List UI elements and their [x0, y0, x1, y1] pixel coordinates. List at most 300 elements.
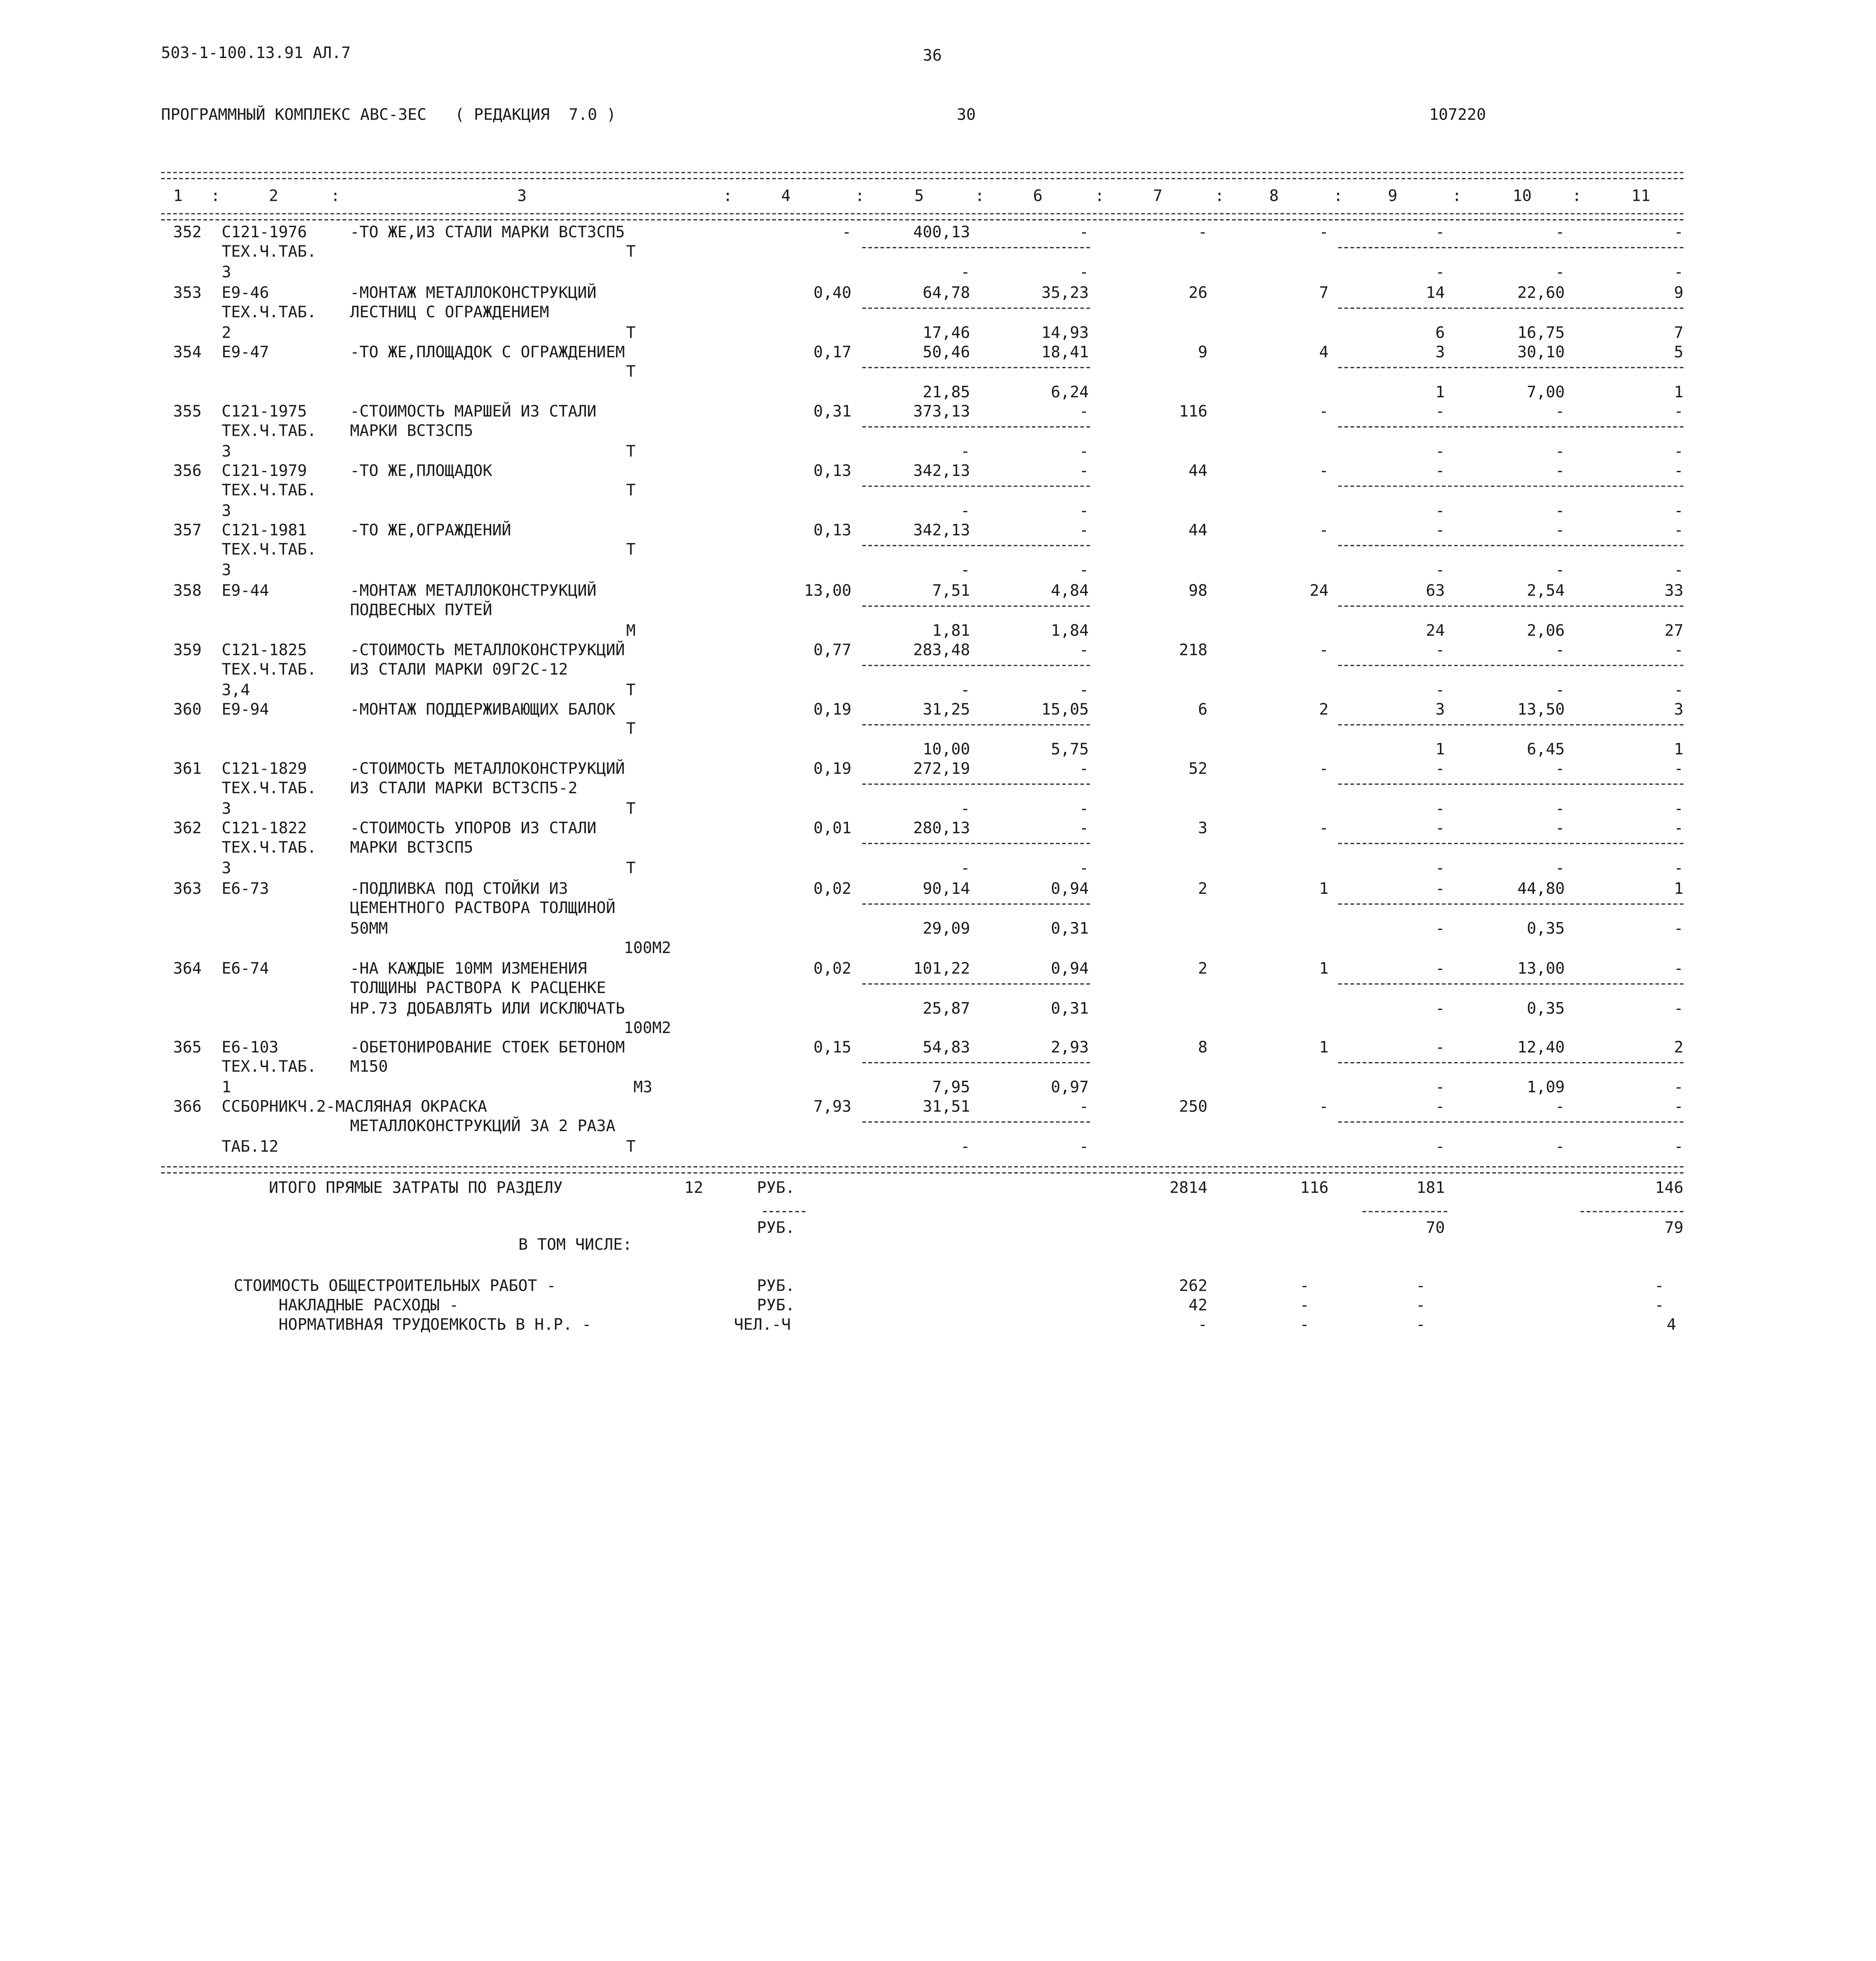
row-number: 356: [173, 462, 202, 481]
cell-c6b: -: [1079, 681, 1089, 700]
work-code: С121-1979: [222, 462, 307, 481]
cell-c11b: -: [1674, 562, 1684, 580]
cell-c5b: 1,81: [932, 622, 970, 640]
column-header-4: 4: [781, 187, 791, 206]
row-number: 353: [173, 284, 202, 303]
unit-of-measure: Т: [626, 1138, 636, 1157]
cell-c5b: -: [961, 859, 970, 878]
cell-c8: -: [1319, 224, 1329, 242]
work-description: -ТО ЖЕ,ОГРАЖДЕНИЙ: [350, 522, 511, 540]
cell-c11: -: [1674, 522, 1684, 540]
cell-c11b: -: [1674, 1138, 1684, 1157]
row-number: 358: [173, 582, 202, 601]
column-separator: :: [723, 187, 733, 206]
totals-c11: 146: [1655, 1179, 1684, 1198]
cell-c5b: -: [961, 562, 970, 580]
cell-c11b: -: [1674, 443, 1684, 461]
work-code: 3: [222, 264, 231, 282]
unit-of-measure: Т: [626, 364, 636, 382]
cell-c11: 2: [1674, 1039, 1684, 1057]
row-number: 357: [173, 522, 202, 540]
cell-c6b: -: [1079, 800, 1089, 819]
cell-rule: [862, 247, 1090, 248]
work-description: -ТО ЖЕ,ПЛОЩАДОК С ОГРАЖДЕНИЕМ: [350, 344, 625, 362]
cell-c10b: 16,75: [1517, 324, 1565, 343]
cell-c6b: 14,93: [1041, 324, 1089, 343]
unit-of-measure: Т: [626, 859, 636, 878]
cell-c5: 283,48: [913, 642, 970, 660]
cell-c10: 12,40: [1517, 1039, 1565, 1057]
cell-c8: 1: [1319, 880, 1329, 899]
cell-c6b: 0,31: [1051, 920, 1089, 939]
work-code: Е9-44: [222, 582, 269, 601]
cell-rule: [1338, 1121, 1683, 1122]
cell-rule: [1338, 426, 1683, 427]
cell-c9: -: [1435, 820, 1445, 838]
column-separator: :: [1333, 187, 1343, 206]
cell-c7: 2: [1198, 960, 1208, 979]
cell-c9b: -: [1435, 1138, 1445, 1157]
cell-c4: 0,19: [813, 760, 852, 779]
cell-c5: 31,51: [923, 1098, 970, 1117]
cell-c7: 218: [1179, 642, 1208, 660]
work-description: НР.73 ДОБАВЛЯТЬ ИЛИ ИСКЛЮЧАТЬ: [350, 1000, 625, 1019]
totals-c8: 116: [1300, 1179, 1329, 1198]
cell-c4: 0,13: [813, 462, 852, 481]
work-description: -СТОИМОСТЬ МЕТАЛЛОКОНСТРУКЦИЙ: [350, 642, 625, 660]
cell-c6: -: [1079, 224, 1089, 242]
cell-c5: 50,46: [923, 344, 970, 362]
cell-c8: -: [1319, 820, 1329, 838]
cell-c6b: 1,84: [1051, 622, 1089, 640]
work-code: 3: [222, 800, 231, 819]
row-number: 355: [173, 403, 202, 422]
unit-of-measure: Т: [626, 443, 636, 461]
cell-c4: 7,93: [813, 1098, 852, 1117]
work-code: С121-1981: [222, 522, 307, 540]
cell-c9b: -: [1435, 264, 1445, 282]
unit-of-measure: Т: [626, 482, 636, 501]
cell-c5b: 10,00: [923, 741, 970, 759]
work-code: Е9-46: [222, 284, 269, 303]
row-number: 360: [173, 701, 202, 720]
cell-c5b: 25,87: [923, 1000, 970, 1019]
work-description: -МОНТАЖ ПОДДЕРЖИВАЮЩИХ БАЛОК: [350, 701, 616, 720]
breakdown-c11: -: [1654, 1297, 1664, 1315]
cell-c5: 342,13: [913, 462, 970, 481]
work-description: -ТО ЖЕ,ПЛОЩАДОК: [350, 462, 492, 481]
cell-c8: 1: [1319, 1039, 1329, 1057]
cell-c10: 13,00: [1517, 960, 1565, 979]
cell-c11b: -: [1674, 502, 1684, 521]
cell-c9: -: [1435, 760, 1445, 779]
row-number: 362: [173, 820, 202, 838]
cell-c6: -: [1079, 760, 1089, 779]
cell-c9: 14: [1426, 284, 1445, 303]
cell-c9b: -: [1435, 1000, 1445, 1019]
header-rule-bottom: [161, 213, 1683, 214]
totals-c11b: 79: [1664, 1219, 1684, 1238]
cell-c9b: 6: [1435, 324, 1445, 343]
breakdown-label: СТОИМОСТЬ ОБЩЕСТРОИТЕЛЬНЫХ РАБОТ -: [233, 1277, 556, 1296]
column-separator: :: [330, 187, 340, 206]
cell-c10: 44,80: [1517, 880, 1565, 899]
cell-c6: -: [1079, 642, 1089, 660]
cell-c10b: -: [1555, 1138, 1565, 1157]
cell-c11b: -: [1674, 1000, 1684, 1019]
program-title: ПРОГРАММНЫЙ КОМПЛЕКС АВС-3ЕС ( РЕДАКЦИЯ 7.0 ): [161, 106, 616, 125]
program-code: 30: [957, 106, 976, 125]
cell-c6: 18,41: [1041, 344, 1089, 362]
project-number: 107220: [1429, 106, 1486, 125]
cell-c10b: -: [1555, 859, 1565, 878]
work-code: ТЕХ.Ч.ТАБ.: [222, 780, 317, 799]
cell-c9: -: [1435, 1098, 1445, 1117]
cell-c8: 2: [1319, 701, 1329, 720]
cell-c10b: -: [1555, 502, 1565, 521]
work-code: 3: [222, 502, 231, 521]
work-description: -НА КАЖДЫЕ 10ММ ИЗМЕНЕНИЯ: [350, 960, 587, 979]
cell-c9: 3: [1435, 701, 1445, 720]
cell-c7: 44: [1188, 462, 1208, 481]
work-code: С121-1975: [222, 403, 307, 422]
cell-c7: 116: [1179, 403, 1208, 422]
cell-rule: [862, 843, 1090, 844]
cell-c9: -: [1435, 880, 1445, 899]
cell-c9b: -: [1435, 920, 1445, 939]
cell-c9b: -: [1435, 800, 1445, 819]
row-number: 359: [173, 642, 202, 660]
cell-c6b: 5,75: [1051, 741, 1089, 759]
cell-c11: -: [1674, 403, 1684, 422]
unit-of-measure: 100М2: [624, 940, 671, 959]
cell-c10b: -: [1555, 443, 1565, 461]
work-description: -ПОДЛИВКА ПОД СТОЙКИ ИЗ: [350, 880, 568, 899]
cell-c9b: -: [1435, 681, 1445, 700]
cell-rule: [862, 1121, 1090, 1122]
header-rule-bottom-2: [161, 219, 1683, 220]
cell-c9: 3: [1435, 344, 1445, 362]
cell-c11: -: [1674, 224, 1684, 242]
cell-rule: [862, 426, 1090, 427]
work-code: 3: [222, 443, 231, 461]
totals-unit: РУБ.: [757, 1179, 795, 1198]
cell-c10: -: [1555, 462, 1565, 481]
work-code: ТЕХ.Ч.ТАБ.: [222, 244, 317, 262]
work-code: ТЕХ.Ч.ТАБ.: [222, 1059, 317, 1077]
cell-c6b: -: [1079, 562, 1089, 580]
column-header-6: 6: [1033, 187, 1043, 206]
unit-of-measure: М3: [633, 1079, 653, 1097]
cell-c10: -: [1555, 1098, 1565, 1117]
work-code: ТЕХ.Ч.ТАБ.: [222, 542, 317, 560]
cell-c7: 250: [1179, 1098, 1208, 1117]
cell-c9: 63: [1426, 582, 1445, 601]
breakdown-c8: -: [1299, 1297, 1309, 1315]
cell-rule: [1338, 724, 1683, 726]
cell-rule: [862, 606, 1090, 607]
work-code: С121-1829: [222, 760, 307, 779]
work-code: С121-1976: [222, 224, 307, 242]
cell-c7: 26: [1188, 284, 1208, 303]
cell-c6: 15,05: [1041, 701, 1089, 720]
work-description: ИЗ СТАЛИ МАРКИ ВСТ3СП5-2: [350, 780, 578, 799]
cell-c8: 7: [1319, 284, 1329, 303]
cell-c4: -: [842, 224, 852, 242]
cell-c9b: -: [1435, 1079, 1445, 1097]
cell-c10: 2,54: [1527, 582, 1565, 601]
work-code: 2: [222, 324, 231, 343]
cell-c6b: -: [1079, 859, 1089, 878]
cell-c6b: 0,97: [1051, 1079, 1089, 1097]
cell-c11: -: [1674, 960, 1684, 979]
header-rule-top: [161, 172, 1683, 173]
cell-c4: 0,77: [813, 642, 852, 660]
cell-c11: -: [1674, 642, 1684, 660]
cell-c9: -: [1435, 462, 1445, 481]
unit-of-measure: Т: [626, 324, 636, 343]
cell-c10: 30,10: [1517, 344, 1565, 362]
cell-c10b: 0,35: [1527, 920, 1565, 939]
cell-rule: [1338, 545, 1683, 546]
row-number: 361: [173, 760, 202, 779]
cell-rule: [862, 367, 1090, 368]
work-description: 50ММ: [350, 920, 388, 939]
cell-c7: 6: [1198, 701, 1208, 720]
cell-c11b: -: [1674, 264, 1684, 282]
cell-c6: -: [1079, 820, 1089, 838]
cell-c8: 4: [1319, 344, 1329, 362]
column-header-11: 11: [1631, 187, 1650, 206]
column-separator: :: [855, 187, 865, 206]
cell-c10b: 2,06: [1527, 622, 1565, 640]
row-number: 366: [173, 1098, 202, 1117]
cell-rule: [1338, 367, 1683, 368]
cell-c4: 0,40: [813, 284, 852, 303]
row-number: 365: [173, 1039, 202, 1057]
cell-c10: -: [1555, 760, 1565, 779]
cell-c9b: 1: [1435, 384, 1445, 402]
unit-of-measure: 100М2: [624, 1020, 671, 1038]
cell-c10: -: [1555, 224, 1565, 242]
cell-rule: [862, 724, 1090, 726]
unit-of-measure: Т: [626, 244, 636, 262]
cell-c6b: -: [1079, 1138, 1089, 1157]
work-description: ЦЕМЕНТНОГО РАСТВОРА ТОЛЩИНОЙ: [350, 900, 616, 919]
cell-c6: -: [1079, 1098, 1089, 1117]
column-header-9: 9: [1388, 187, 1397, 206]
cell-c10: -: [1555, 642, 1565, 660]
cell-c11b: 1: [1674, 384, 1684, 402]
totals-c9: 181: [1416, 1179, 1445, 1198]
cell-rule: [862, 784, 1090, 785]
breakdown-c9: -: [1416, 1297, 1426, 1315]
cell-c4: 0,15: [813, 1039, 852, 1057]
cell-c10: 22,60: [1517, 284, 1565, 303]
column-header-7: 7: [1153, 187, 1163, 206]
column-header-1: 1: [173, 187, 183, 206]
totals-sub-rule: [1581, 1211, 1683, 1212]
cell-rule: [1338, 307, 1683, 309]
cell-c6: -: [1079, 462, 1089, 481]
work-code: Е6-73: [222, 880, 269, 899]
cell-rule: [1338, 606, 1683, 607]
cell-c7: 2: [1198, 880, 1208, 899]
breakdown-unit: ЧЕЛ.-Ч: [734, 1316, 791, 1335]
cell-c9b: 24: [1426, 622, 1445, 640]
cell-c4: 0,19: [813, 701, 852, 720]
cell-c4: 0,13: [813, 522, 852, 540]
row-number: 354: [173, 344, 202, 362]
unit-of-measure: Т: [626, 721, 636, 739]
cell-c11b: -: [1674, 920, 1684, 939]
totals-sub-rule: [763, 1211, 805, 1212]
column-header-2: 2: [269, 187, 278, 206]
cell-c6b: 0,31: [1051, 1000, 1089, 1019]
cell-c6: -: [1079, 522, 1089, 540]
cell-c6b: -: [1079, 264, 1089, 282]
cell-c11b: -: [1674, 859, 1684, 878]
breakdown-label: НОРМАТИВНАЯ ТРУДОЕМКОСТЬ В Н.Р. -: [278, 1316, 591, 1335]
cell-c8: -: [1319, 522, 1329, 540]
cell-c10: 13,50: [1517, 701, 1565, 720]
cell-c9: -: [1435, 224, 1445, 242]
cell-c7: 98: [1188, 582, 1208, 601]
cell-c5: 31,25: [923, 701, 970, 720]
work-code: Е6-103: [222, 1039, 279, 1057]
cell-c5: 272,19: [913, 760, 970, 779]
cell-c5b: -: [961, 264, 970, 282]
work-code: ТЕХ.Ч.ТАБ.: [222, 840, 317, 858]
cell-c6: 0,94: [1051, 960, 1089, 979]
cell-rule: [862, 545, 1090, 546]
cell-rule: [1338, 903, 1683, 904]
cell-c11b: -: [1674, 1079, 1684, 1097]
cell-rule: [862, 307, 1090, 309]
including-label: В ТОМ ЧИСЛЕ:: [518, 1236, 632, 1255]
breakdown-c9: -: [1416, 1277, 1426, 1296]
cell-rule: [1338, 486, 1683, 487]
cell-c5: 7,51: [932, 582, 970, 601]
cell-c7: -: [1198, 224, 1208, 242]
work-code: ССБОРНИКЧ.2-МАСЛЯНАЯ ОКРАСКА: [222, 1098, 487, 1117]
cell-c11: -: [1674, 820, 1684, 838]
breakdown-label: НАКЛАДНЫЕ РАСХОДЫ -: [278, 1297, 459, 1315]
cell-c9b: -: [1435, 562, 1445, 580]
totals-c7: 2814: [1169, 1179, 1208, 1198]
work-code: 3: [222, 562, 231, 580]
cell-c5b: -: [961, 800, 970, 819]
unit-of-measure: Т: [626, 800, 636, 819]
cell-c11: 9: [1674, 284, 1684, 303]
breakdown-c7: -: [1198, 1316, 1208, 1335]
work-description: -ОБЕТОНИРОВАНИЕ СТОЕК БЕТОНОМ: [350, 1039, 625, 1057]
work-description: ИЗ СТАЛИ МАРКИ 09Г2С-12: [350, 662, 568, 680]
cell-c11b: -: [1674, 681, 1684, 700]
cell-c11: 5: [1674, 344, 1684, 362]
column-separator: :: [1452, 187, 1462, 206]
unit-of-measure: М: [626, 622, 636, 640]
work-code: ТЕХ.Ч.ТАБ.: [222, 482, 317, 501]
cell-c10: -: [1555, 522, 1565, 540]
cell-c10b: -: [1555, 264, 1565, 282]
cell-c4: 13,00: [804, 582, 852, 601]
totals-c9b: 70: [1426, 1219, 1445, 1238]
cell-c9: -: [1435, 403, 1445, 422]
column-header-3: 3: [517, 187, 527, 206]
work-code: Е6-74: [222, 960, 269, 979]
cell-c8: 1: [1319, 960, 1329, 979]
cell-c7: 8: [1198, 1039, 1208, 1057]
column-header-8: 8: [1269, 187, 1279, 206]
column-separator: :: [211, 187, 220, 206]
column-separator: :: [1572, 187, 1582, 206]
breakdown-unit: РУБ.: [757, 1277, 795, 1296]
work-description: -МОНТАЖ МЕТАЛЛОКОНСТРУКЦИЙ: [350, 284, 597, 303]
cell-c11: -: [1674, 760, 1684, 779]
work-code: 1: [222, 1079, 231, 1097]
work-code: С121-1822: [222, 820, 307, 838]
cell-c5b: -: [961, 502, 970, 521]
cell-c11b: 7: [1674, 324, 1684, 343]
cell-c10b: -: [1555, 800, 1565, 819]
cell-c10b: -: [1555, 681, 1565, 700]
cell-c11: 1: [1674, 880, 1684, 899]
breakdown-c11: -: [1654, 1277, 1664, 1296]
cell-c8: 24: [1309, 582, 1329, 601]
cell-rule: [1338, 665, 1683, 666]
page-number: 36: [923, 47, 942, 65]
work-description: М150: [350, 1059, 388, 1077]
cell-c10b: -: [1555, 562, 1565, 580]
cell-c5: 280,13: [913, 820, 970, 838]
cell-c11: 3: [1674, 701, 1684, 720]
breakdown-c9: -: [1416, 1316, 1426, 1335]
column-header-10: 10: [1512, 187, 1532, 206]
column-header-5: 5: [914, 187, 924, 206]
breakdown-c7: 262: [1179, 1277, 1208, 1296]
cell-rule: [1338, 843, 1683, 844]
cell-c7: 52: [1188, 760, 1208, 779]
cell-rule: [1338, 247, 1683, 248]
work-code: Е9-47: [222, 344, 269, 362]
cell-c6b: 6,24: [1051, 384, 1089, 402]
row-number: 352: [173, 224, 202, 242]
cell-c6: 4,84: [1051, 582, 1089, 601]
cell-c6: -: [1079, 403, 1089, 422]
work-description: МЕТАЛЛОКОНСТРУКЦИЙ ЗА 2 РАЗА: [350, 1118, 616, 1137]
work-description: ТОЛЩИНЫ РАСТВОРА К РАСЦЕНКЕ: [350, 980, 606, 999]
breakdown-c7: 42: [1188, 1297, 1208, 1315]
cell-c5b: 21,85: [923, 384, 970, 402]
cell-c9b: -: [1435, 443, 1445, 461]
cell-c9: -: [1435, 1039, 1445, 1057]
work-description: МАРКИ ВСТ3СП5: [350, 840, 473, 858]
cell-c11: -: [1674, 462, 1684, 481]
cell-c8: -: [1319, 462, 1329, 481]
cell-rule: [862, 983, 1090, 984]
cell-c9b: -: [1435, 859, 1445, 878]
cell-c10b: 7,00: [1527, 384, 1565, 402]
row-number: 364: [173, 960, 202, 979]
work-code: 3,4: [222, 681, 250, 700]
totals-sub-rule: [1363, 1211, 1447, 1212]
cell-c11b: -: [1674, 800, 1684, 819]
cell-c8: -: [1319, 760, 1329, 779]
column-separator: :: [1095, 187, 1104, 206]
cell-c5b: 17,46: [923, 324, 970, 343]
cell-c5: 373,13: [913, 403, 970, 422]
